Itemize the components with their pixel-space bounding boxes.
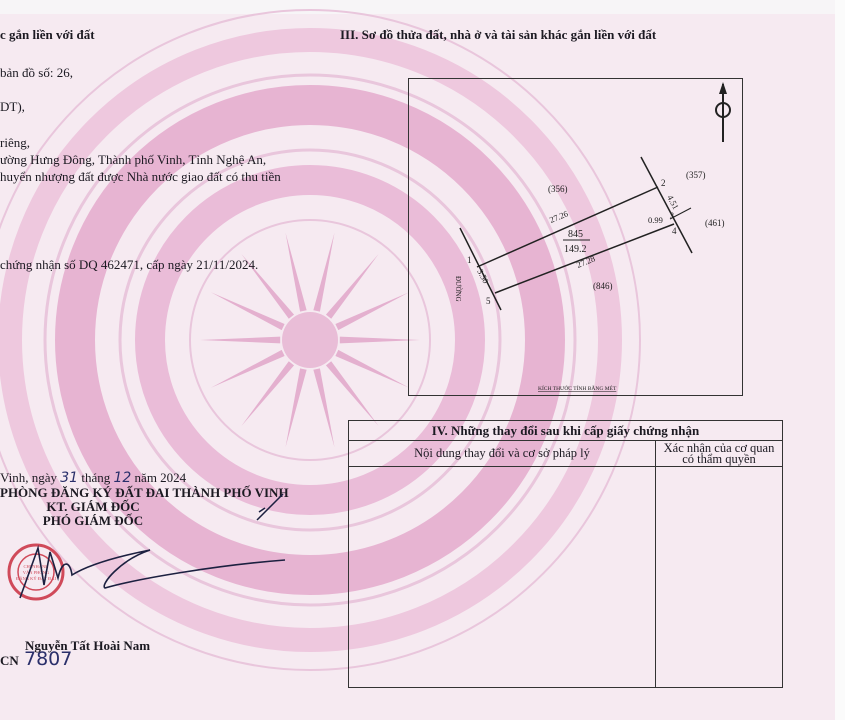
- point-3: 3: [670, 211, 674, 220]
- north-arrow-icon: [716, 82, 730, 142]
- land-type-line: DT),: [0, 99, 25, 114]
- point-2: 2: [661, 178, 666, 188]
- initial-mark: [255, 490, 285, 525]
- address-line: ường Hưng Đông, Thành phố Vinh, Tỉnh Nghệ An,: [0, 152, 267, 167]
- edge-label-west: 3.50: [475, 267, 492, 286]
- col2-line2: có thẩm quyền: [682, 451, 756, 466]
- road-label: ĐƯỜNG: [454, 276, 462, 302]
- svg-text:ĐĂNG KÝ ĐẤT ĐAI: ĐĂNG KÝ ĐẤT ĐAI: [15, 576, 57, 581]
- signing-date: [0, 470, 186, 486]
- photo-right-edge: [835, 0, 845, 720]
- edge-label-north: 27.26: [548, 208, 570, 225]
- date-prefix: Vinh, ngày: [0, 470, 57, 485]
- year-label: năm 2024: [134, 470, 187, 485]
- confirmation-cell: [656, 467, 783, 688]
- col-header-confirmation: [656, 441, 783, 467]
- svg-text:VĂN PHÒNG: VĂN PHÒNG: [22, 570, 50, 575]
- cn-label: CN: [0, 653, 19, 668]
- point-5: 5: [486, 296, 491, 306]
- neighbor-357: (357): [686, 170, 706, 180]
- col2-line1: Xác nhận của cơ quan: [663, 440, 775, 455]
- scale-note: KÍCH THƯỚC TÍNH BẰNG MÉT: [538, 386, 617, 392]
- section2-heading-fragment: c gắn liền với đất: [0, 27, 95, 42]
- edge-label-east: 4.51: [665, 193, 682, 212]
- point-1: 1: [467, 255, 472, 265]
- handwritten-signature: [20, 548, 285, 598]
- seal-and-signature: [0, 530, 300, 620]
- edge-label-small: 0.99: [648, 215, 663, 225]
- parcel-area: 149.2: [564, 244, 587, 255]
- changes-content-cell: [349, 467, 656, 688]
- origin-line: huyển nhượng đất được Nhà nước giao đất có thu tiền: [0, 169, 281, 184]
- boundary-line-east: [641, 157, 692, 253]
- svg-text:CHI NHÁNH: CHI NHÁNH: [23, 564, 49, 569]
- deputy-director: PHÓ GIÁM ĐỐC: [42, 513, 144, 528]
- certificate-number-line: chứng nhận số DQ 462471, cấp ngày 21/11/2024.: [0, 257, 259, 272]
- parcel-number: 845: [568, 229, 583, 240]
- issuing-office: PHÒNG ĐĂNG KÝ ĐẤT ĐAI THÀNH PHỐ VINH: [0, 485, 289, 500]
- neighbor-846: (846): [593, 281, 613, 291]
- section3-title: III. Sơ đồ thửa đất, nhà ở và tài sản khác gắn liền với đất: [340, 27, 657, 42]
- changes-table: [348, 420, 783, 688]
- edge-27-26: [477, 187, 658, 270]
- month-label: tháng: [81, 470, 111, 485]
- map-sheet-line: bản đồ số: 26,: [0, 65, 73, 80]
- section4-title: IV. Những thay đổi sau khi cấp giấy chứng nhận: [349, 421, 783, 441]
- neighbor-461: (461): [705, 218, 725, 228]
- edge-label-south: 27.28: [575, 253, 597, 270]
- col-header-content: Nội dung thay đổi và cơ sở pháp lý: [349, 441, 656, 467]
- date-month: 12: [113, 470, 132, 486]
- usage-form-line: riêng,: [0, 135, 30, 150]
- signer-name: Nguyễn Tất Hoài Nam: [25, 638, 151, 653]
- date-day: 31: [60, 470, 79, 486]
- kt-director: KT. GIÁM ĐỐC: [46, 499, 140, 514]
- point-4: 4: [672, 226, 677, 236]
- neighbor-356: (356): [548, 184, 568, 194]
- cn-number: 7807: [24, 648, 73, 670]
